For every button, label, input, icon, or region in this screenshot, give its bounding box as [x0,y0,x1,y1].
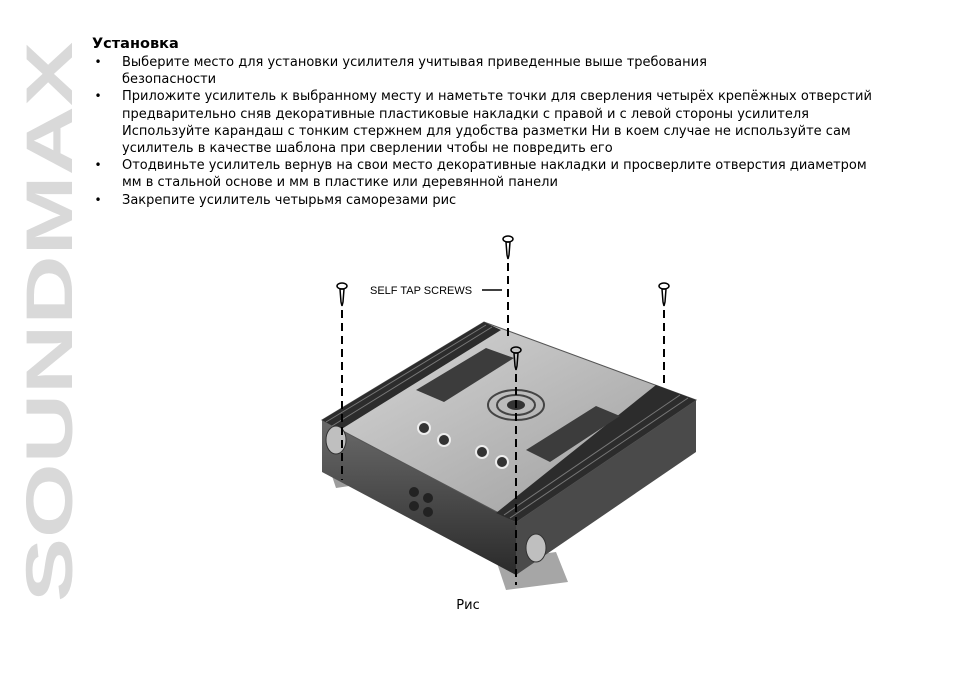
brand-logo-text: SOUNDMAX [12,216,86,602]
figure-caption: Рис [456,598,480,613]
step-text: Закрепите усилитель четырьмя саморезами рис [122,192,457,208]
bullet-icon: • [94,192,102,207]
list-item [92,54,882,88]
list-item [92,157,882,191]
brand-watermark [0,30,90,610]
list-item [92,88,882,157]
screw-top-center [503,236,513,338]
installation-section [92,36,882,209]
bullet-icon: • [94,158,102,173]
step-text: Отодвиньте усилитель вернув на свои место декоративные накладки и просверлите отверстия диаметром мм в стальной основе и мм в пластике или деревянной панели [122,158,867,191]
amplifier-figure [296,230,720,600]
screw-right [659,283,669,388]
list-item [92,192,882,209]
steps-list [92,54,882,209]
section-heading: Установка [92,36,179,52]
bullet-icon: • [94,89,102,104]
amplifier-illustration [296,230,720,600]
step-text: Приложите усилитель к выбранному месту и наметьте точки для сверления четырёх крепёжных отверстий предварительно сняв декоративные пластиковые накладки с правой и с левой стороны усилителя Используйте карандаш с тонким стержнем для удобства разметки Ни в коем случае не используйте сам усилитель в качестве шаблона при сверлении чтобы не повредить его [122,89,872,157]
bullet-icon: • [94,55,102,69]
self-tap-screws-label: SELF TAP SCREWS [370,285,473,297]
step-text: Выберите место для установки усилителя учитывая приведенные выше требования безопасности [122,55,707,88]
